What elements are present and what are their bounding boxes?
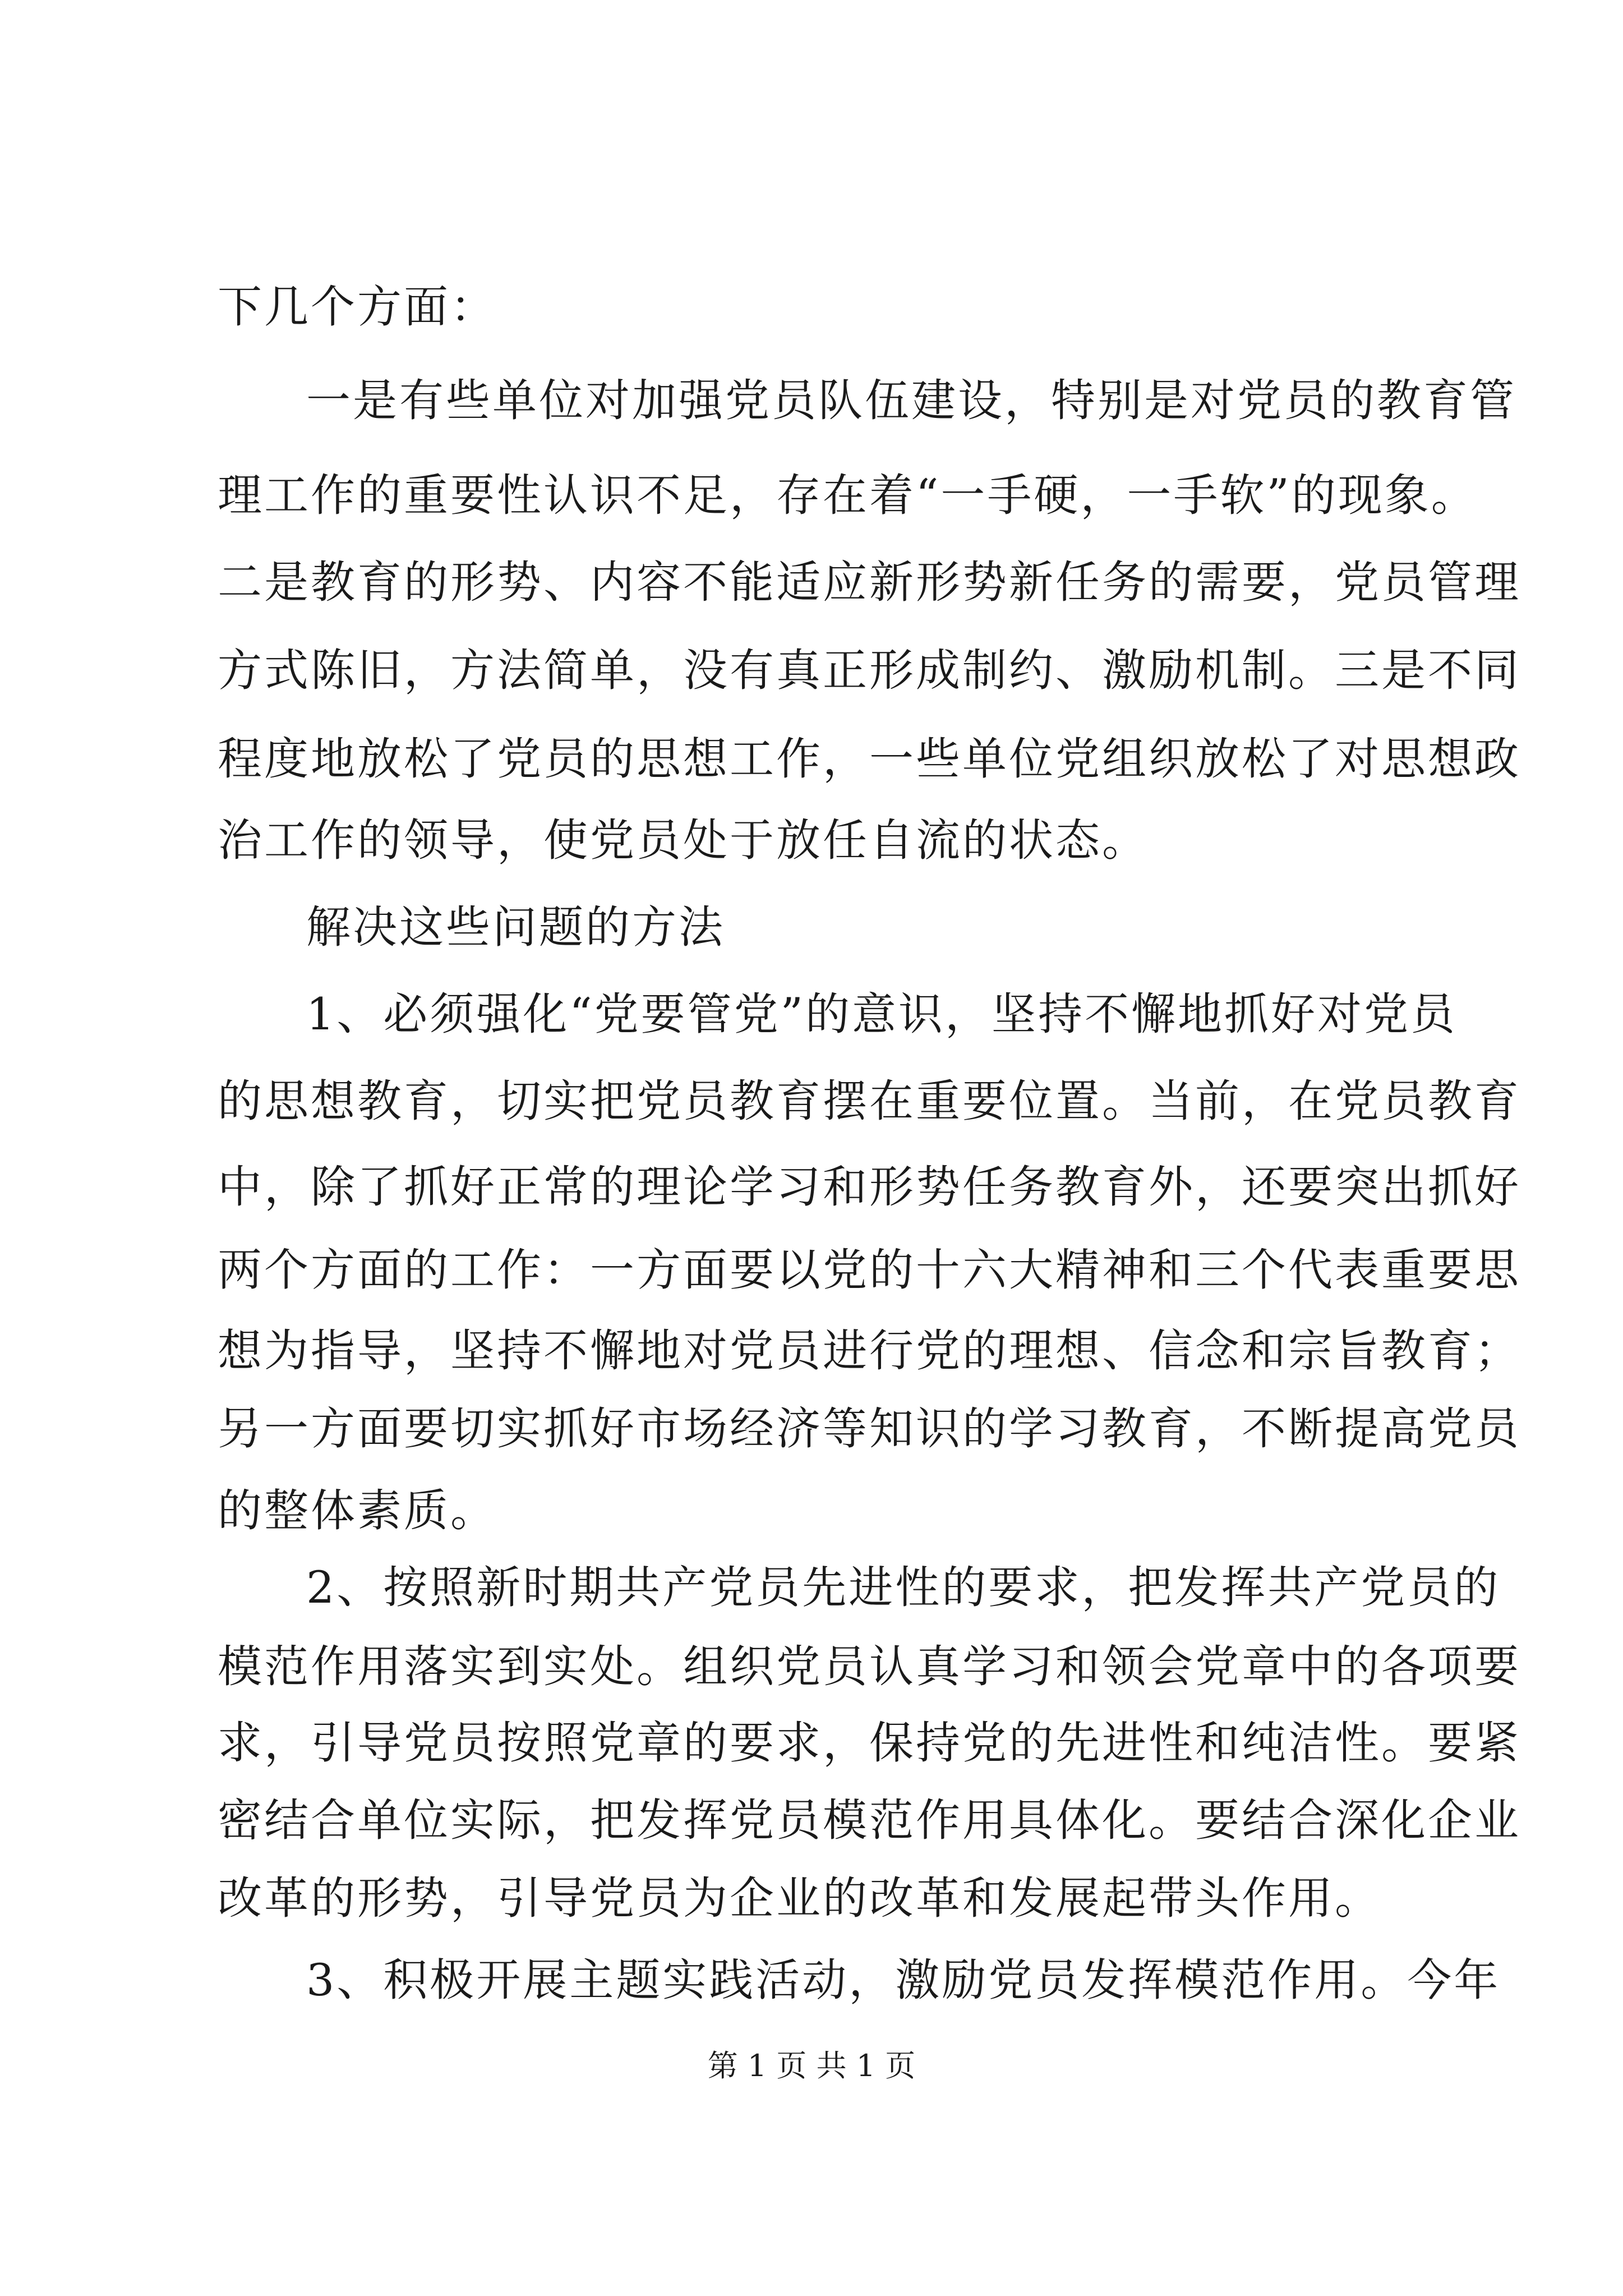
body-text-line: 治工作的领导，使党员处于放任自流的状态。 bbox=[218, 815, 1149, 866]
body-text-line: 下几个方面： bbox=[218, 281, 497, 333]
body-text-line: 求，引导党员按照党章的要求，保持党的先进性和纯洁性。要紧 bbox=[218, 1717, 1521, 1769]
body-text-line: 另一方面要切实抓好市场经济等知识的学习教育，不断提高党员 bbox=[218, 1403, 1521, 1455]
body-text-line: 模范作用落实到实处。组织党员认真学习和领会党章中的各项要 bbox=[218, 1641, 1521, 1692]
body-text-line: 两个方面的工作：一方面要以党的十六大精神和三个代表重要思 bbox=[218, 1244, 1521, 1296]
body-text-line: 一是有些单位对加强党员队伍建设，特别是对党员的教育管 bbox=[306, 375, 1516, 426]
body-text-line: 中，除了抓好正常的理论学习和形势任务教育外，还要突出抓好 bbox=[218, 1161, 1521, 1213]
body-text-line: 想为指导，坚持不懈地对党员进行党的理想、信念和宗旨教育； bbox=[218, 1325, 1521, 1377]
body-text-line: 程度地放松了党员的思想工作，一些单位党组织放松了对思想政 bbox=[218, 733, 1521, 785]
body-text-line: 3、积极开展主题实践活动，激励党员发挥模范作用。今年 bbox=[306, 1954, 1501, 2006]
body-text-line: 理工作的重要性认识不足，存在着“一手硬，一手软”的现象。 bbox=[218, 470, 1478, 521]
body-text-line: 1、必须强化“党要管党”的意识，坚持不懈地抓好对党员 bbox=[306, 988, 1458, 1040]
body-text-line: 的思想教育，切实把党员教育摆在重要位置。当前，在党员教育 bbox=[218, 1075, 1521, 1127]
section-heading: 解决这些问题的方法 bbox=[306, 901, 725, 953]
body-text-line: 二是教育的形势、内容不能适应新形势新任务的需要，党员管理 bbox=[218, 556, 1521, 608]
body-text-line: 2、按照新时期共产党员先进性的要求，把发挥共产党员的 bbox=[306, 1562, 1501, 1613]
body-text-line: 的整体素质。 bbox=[218, 1485, 497, 1536]
body-text-line: 密结合单位实际，把发挥党员模范作用具体化。要结合深化企业 bbox=[218, 1795, 1521, 1846]
page-number-footer: 第 1 页 共 1 页 bbox=[707, 2048, 916, 2083]
body-text-line: 改革的形势，引导党员为企业的改革和发展起带头作用。 bbox=[218, 1872, 1381, 1924]
body-text-line: 方式陈旧，方法简单，没有真正形成制约、激励机制。三是不同 bbox=[218, 645, 1521, 696]
